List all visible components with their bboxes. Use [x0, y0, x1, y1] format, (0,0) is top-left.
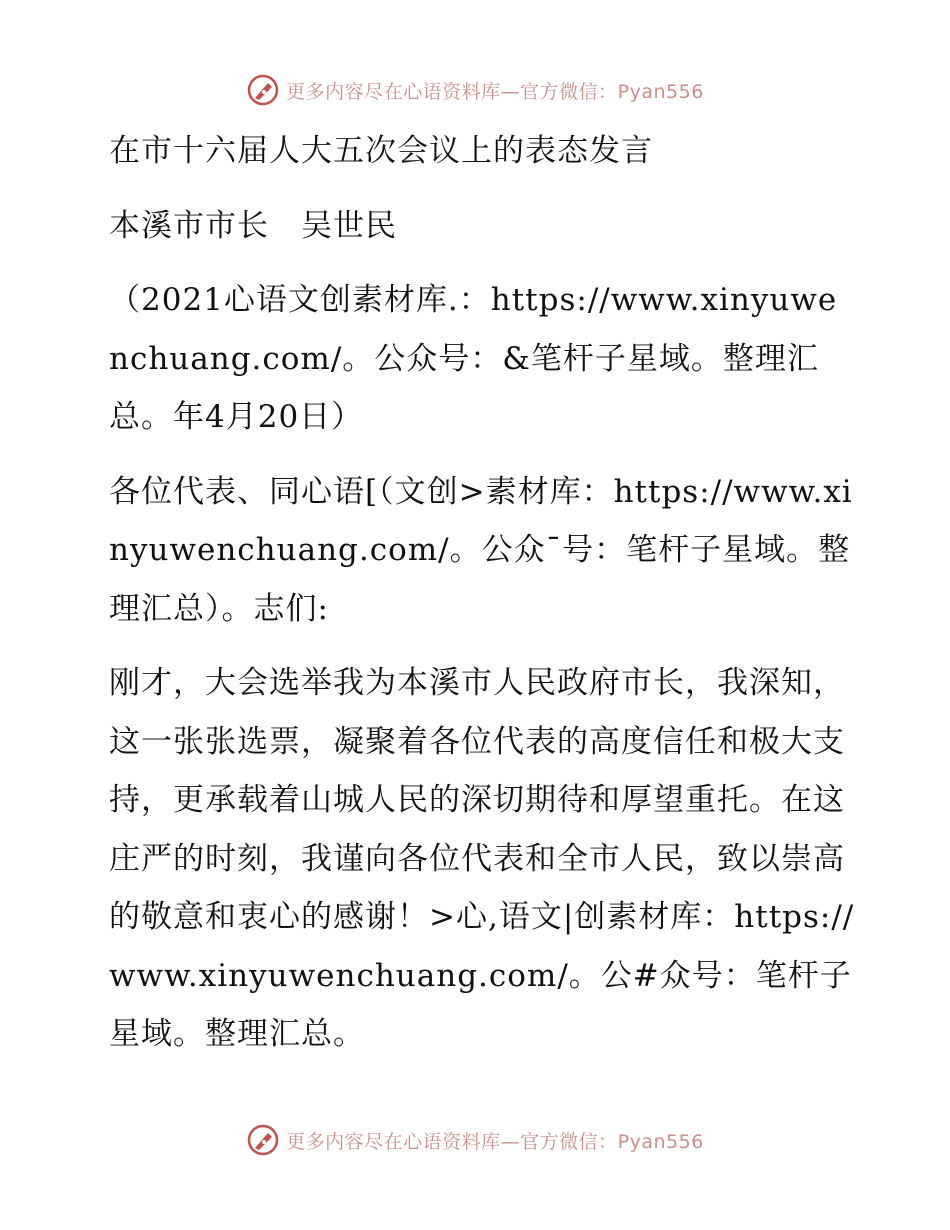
- document-body: [97, 122, 857, 1080]
- body-paragraph: 刚才，大会选举我为本溪市人民政府市长，我深知，这一张张选票，凝聚着各位代表的高度信任和极大支持，更承载着山城人民的深切期待和厚望重托。在这庄严的时刻，我谨向各位代表和全市人民，致以崇高的敬意和衷心的感谢！>心,语文|创素材库：https://www.xinyuwenchuang.com/。公#众号：笔杆子星域。整理汇总。: [109, 665, 855, 1052]
- pen-nib-logo-icon: [246, 73, 280, 107]
- source-note: （2021心语文创素材库.：https://www.xinyuwenchuang.com/。公众号：&笔杆子星域。整理汇总。年4月20日）: [109, 282, 838, 435]
- pen-nib-logo-icon: [246, 1123, 280, 1157]
- watermark-text: 更多内容尽在心语资料库—官方微信：Pyan556: [286, 80, 704, 103]
- document-title: 在市十六届人大五次会议上的表态发言: [109, 133, 653, 169]
- document-author: 本溪市市长 吴世民: [109, 207, 397, 244]
- watermark-text: 更多内容尽在心语资料库—官方微信：Pyan556: [286, 1130, 704, 1153]
- header-watermark-banner: [0, 70, 950, 110]
- salutation-paragraph: 各位代表、同心语[（文创>素材库：https://www.xinyuwenchuang.com/。公众¯号：笔杆子星域。整理汇总）。志们:: [109, 473, 853, 627]
- footer-watermark-banner: [0, 1120, 950, 1160]
